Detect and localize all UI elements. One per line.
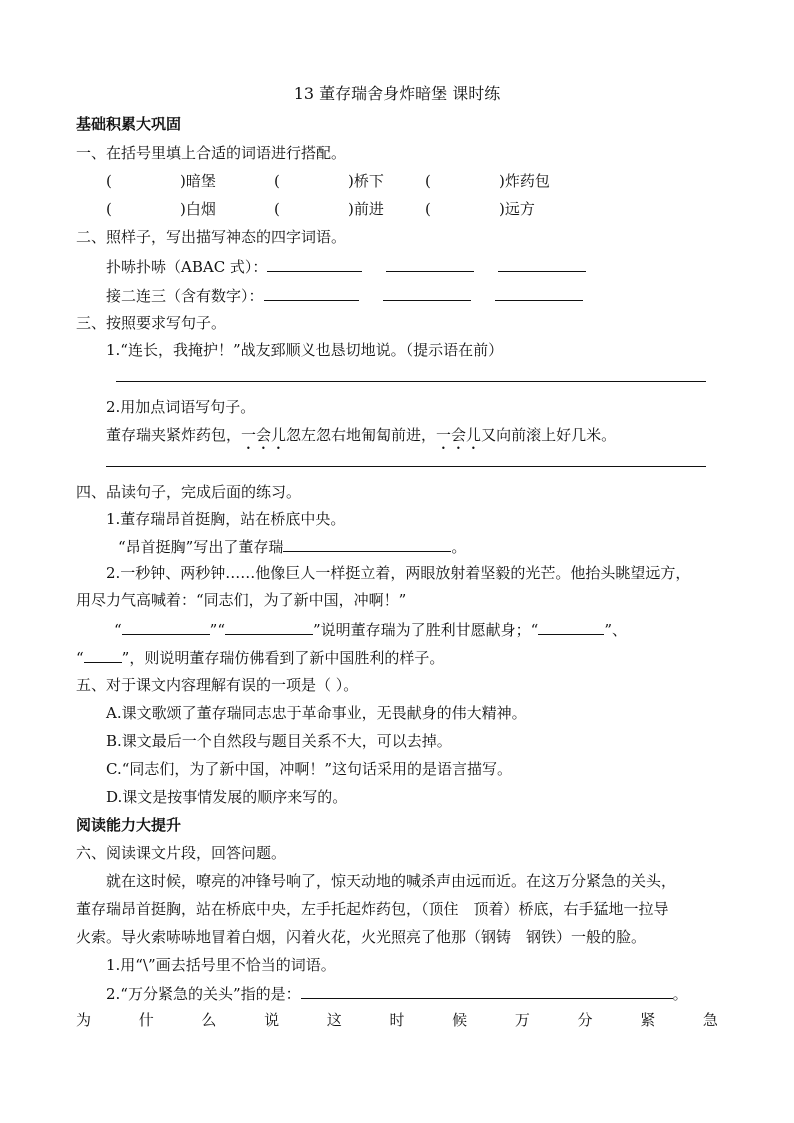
- example-label: 扑哧扑哧（ABAC 式）：: [106, 258, 268, 276]
- spread-char: 万: [514, 1011, 530, 1029]
- spread-char: 紧: [640, 1011, 656, 1029]
- match-label: )前进: [348, 200, 384, 218]
- answer-blank[interactable]: [283, 536, 451, 552]
- prompt-text: 。: [672, 985, 688, 1003]
- prompt-text: “昂首挺胸”写出了董存瑞: [118, 538, 284, 556]
- sentence-text: 忽左忽右地匍匐前进，: [286, 426, 437, 444]
- spread-char: 分: [577, 1011, 593, 1029]
- spread-char: 说: [264, 1011, 280, 1029]
- answer-blank[interactable]: [264, 285, 359, 301]
- question-3-heading: 三、按照要求写句子。: [76, 314, 227, 332]
- prompt-text: 2.“万分紧急的关头”指的是：: [106, 985, 301, 1003]
- question-4-sub-2: [114, 619, 627, 640]
- question-4-sub-3: [76, 647, 444, 668]
- question-2-heading: 二、照样子，写出描写神态的四字词语。: [76, 228, 347, 246]
- prompt-text: ”“: [209, 621, 226, 639]
- question-3-item-1: 1.“连长，我掩护！”战友郅顺义也恳切地说。（提示语在前）: [106, 341, 504, 359]
- prompt-text: ”，则说明董存瑞仿佛看到了新中国胜利的样子。: [121, 649, 445, 667]
- question-4-item-1-sub: [118, 536, 466, 557]
- answer-blank[interactable]: [122, 619, 210, 635]
- answer-blank[interactable]: [84, 647, 122, 663]
- match-label: )暗堡: [180, 172, 216, 190]
- answer-blank[interactable]: [267, 256, 362, 272]
- paren-open: (: [425, 200, 431, 218]
- option-c[interactable]: C.“同志们，为了新中国，冲啊！”这句话采用的是语言描写。: [106, 760, 513, 778]
- match-label: )桥下: [348, 172, 384, 190]
- paren-open: (: [106, 200, 112, 218]
- answer-blank[interactable]: [383, 285, 471, 301]
- prompt-text: ”说明董存瑞为了胜利甘愿献身；“: [313, 621, 539, 639]
- question-6-item-1: 1.用“\”画去括号里不恰当的词语。: [106, 956, 336, 974]
- page-title: 13 董存瑞舍身炸暗堡 课时练: [293, 84, 501, 103]
- question-2-line-2: [106, 285, 583, 306]
- spread-char: 什: [138, 1011, 154, 1029]
- question-4-item-2-line-1: 2.一秒钟、两秒钟……他像巨人一样挺立着，两眼放射着坚毅的光芒。他抬头眺望远方，: [106, 564, 691, 582]
- prompt-text: “: [76, 649, 84, 667]
- spread-char: 候: [452, 1011, 468, 1029]
- passage-line: 董存瑞昂首挺胸，站在桥底中央，左手托起炸药包，（顶住 顶着）桥底，右手猛地一拉导: [76, 900, 669, 918]
- dotted-word: 一会儿: [241, 426, 287, 444]
- section-heading-reading: 阅读能力大提升: [76, 816, 182, 834]
- answer-line[interactable]: [106, 466, 706, 467]
- section-heading-basics: 基础积累大巩固: [76, 115, 182, 133]
- spread-char: 为: [76, 1011, 92, 1029]
- example-label: 接二连三（含有数字）：: [106, 287, 264, 305]
- question-6-last-line: [76, 1010, 718, 1030]
- passage-line: 就在这时候，嘹亮的冲锋号响了，惊天动地的喊杀声由远而近。在这万分紧急的关头，: [106, 872, 677, 890]
- question-4-item-1: 1.董存瑞昂首挺胸，站在桥底中央。: [106, 510, 346, 528]
- answer-blank[interactable]: [386, 256, 474, 272]
- paren-open: (: [274, 172, 280, 190]
- match-label: )炸药包: [499, 172, 550, 190]
- question-4-item-2-line-2: 用尽力气高喊着：“同志们，为了新中国，冲啊！”: [76, 591, 407, 609]
- option-b[interactable]: B.课文最后一个自然段与题目关系不大，可以去掉。: [106, 732, 452, 750]
- match-label: )远方: [499, 200, 535, 218]
- paren-open: (: [425, 172, 431, 190]
- paren-open: (: [106, 172, 112, 190]
- answer-blank[interactable]: [301, 983, 673, 999]
- question-3-sentence: [106, 425, 616, 453]
- answer-blank[interactable]: [225, 619, 313, 635]
- passage-line: 火索。导火索哧哧地冒着白烟，闪着火花，火光照亮了他那（钢铸 钢铁）一般的脸。: [76, 928, 647, 946]
- prompt-text: 。: [451, 538, 467, 556]
- answer-blank[interactable]: [495, 285, 583, 301]
- match-label: )白烟: [180, 200, 216, 218]
- spread-char: 时: [389, 1011, 405, 1029]
- question-2-line-1: [106, 256, 586, 277]
- spread-char: 这: [326, 1011, 342, 1029]
- sentence-text: 董存瑞夹紧炸药包，: [106, 426, 242, 444]
- spread-char: 急: [702, 1011, 718, 1029]
- prompt-text: “: [114, 621, 122, 639]
- question-4-heading: 四、品读句子，完成后面的练习。: [76, 483, 302, 501]
- question-1-heading: 一、在括号里填上合适的词语进行搭配。: [76, 144, 347, 162]
- dotted-word: 一会儿: [436, 426, 482, 444]
- paren-open: (: [274, 200, 280, 218]
- question-6-item-2: [106, 983, 688, 1004]
- prompt-text: ”、: [604, 621, 628, 639]
- answer-line[interactable]: [116, 381, 706, 382]
- answer-blank[interactable]: [498, 256, 586, 272]
- question-6-heading: 六、阅读课文片段，回答问题。: [76, 844, 287, 862]
- answer-blank[interactable]: [538, 619, 604, 635]
- option-a[interactable]: A.课文歌颂了董存瑞同志忠于革命事业，无畏献身的伟大精神。: [106, 704, 527, 722]
- question-3-item-2: 2.用加点词语写句子。: [106, 398, 256, 416]
- option-d[interactable]: D.课文是按事情发展的顺序来写的。: [106, 788, 348, 806]
- sentence-text: 又向前滚上好几米。: [481, 426, 617, 444]
- question-5-heading: 五、对于课文内容理解有误的一项是（ ）。: [76, 676, 359, 694]
- spread-char: 么: [201, 1011, 217, 1029]
